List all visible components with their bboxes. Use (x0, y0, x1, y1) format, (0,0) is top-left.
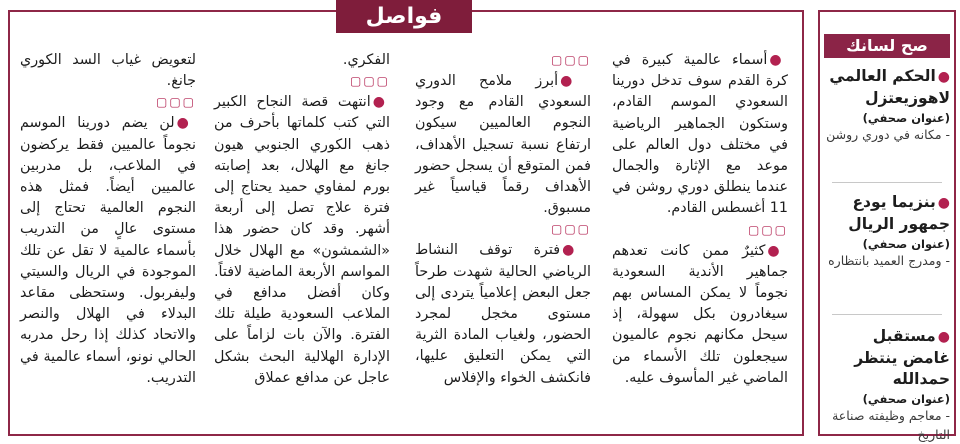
sidebar-source: (عنوان صحفي) (862, 237, 950, 251)
paragraph: ●كثيرٌ ممن كانت تعدهم جماهير الأندية السعودية نجوماً لا يمكن المساس بهم سيغادرون بكل سهولة، إذ سيحل مكانهم نجوم عالميون سيجعلون تلك الأسماء من الماضي غير المأسوف عليه. (612, 242, 788, 386)
paragraph: لتعويض غياب السد الكوري جانغ. (20, 52, 196, 90)
sidebar-item (826, 192, 950, 270)
bullet-icon: ● (560, 73, 592, 89)
paragraph-separator: ▢▢▢ (349, 74, 390, 89)
bullet-icon: ● (372, 94, 391, 111)
sidebar-item (826, 66, 950, 144)
paragraph-separator: ▢▢▢ (550, 222, 591, 237)
sidebar-headline: ●الحكم العالمي لاهوزيعتزل (829, 67, 950, 107)
paragraph: ●أبرز ملامح الدوري السعودي القادم مع وجود النجوم العالميين سيكون ارتفاع نسبة تسجيل الأهداف، فمن المتوقع أن يسجل حضور الأهداف رقماً قياسياً غير مسبوق. (415, 73, 592, 217)
article-column-2 (415, 50, 591, 389)
bullet-icon: ● (176, 115, 196, 132)
bullet-icon: ● (767, 242, 788, 259)
bullet-icon: ● (562, 242, 592, 259)
sidebar-item (826, 326, 950, 444)
bullet-icon: ● (937, 69, 950, 85)
article-column-1 (612, 50, 788, 389)
bullet-icon: ● (937, 195, 950, 211)
sidebar-headline: ●مستقبل غامض ينتظر حمدالله (854, 327, 950, 388)
paragraph: ●فترة توقف النشاط الرياضي الحالية شهدت طرحاً جعل البعض إعلامياً يتردى إلى مستوى مخجل لمجرد الحضور، ولغياب المادة الثرية التي يمكن التعليق عليها، فانكشف الخواء والإفلاس (415, 242, 592, 386)
paragraph-separator: ▢▢▢ (747, 222, 788, 237)
paragraph: الفكري. (342, 52, 390, 68)
paragraph-separator: ▢▢▢ (155, 95, 196, 110)
paragraph: ●انتهت قصة النجاح الكبير التي كتب كلماتها بأحرف من ذهب الكوري الجنوبي هيون جانغ مع الهلال، بعد إصابته بورم لمفاوي حميد يحتاج إلى فترة علاج تصل إلى أربعة أشهر. وقد كان حضور هذا «الشمشون» مع الهلال خلال المواسم الأربعة الماضية لافتاً. وكان أفضل مدافع في الملاعب السعودية طيلة تلك الفترة. والآن بات لزاماً على الإدارة الهلالية البحث بشكل عاجل عن مدافع عملاق (214, 94, 391, 386)
bullet-icon: ● (937, 329, 950, 345)
sidebar-summary: - مكانه في دوري روشن (826, 127, 950, 142)
sidebar-source: (عنوان صحفي) (862, 111, 950, 125)
divider (832, 182, 942, 183)
sidebar-summary: - ومدرج العميد بانتظاره (828, 253, 950, 268)
article-column-3 (214, 50, 390, 389)
article-column-4 (20, 50, 196, 389)
sidebar-summary: - معاجم وظيفته صناعة التاريخ (832, 408, 950, 442)
paragraph: ●لن يضم دورينا الموسم نجوماً عالميين فقط يركضون في الملاعب، بل مدربين عالميين أيضاً. فمثل هذه النجوم العالمية تحتاج إلى مستوى عالٍ من التدريب بأسماء عالمية لا تقل عن تلك الموجودة في الريال والسيتي وليفربول. وستحظى مقاعد البدلاء في الهلال والنصر والاتحاد كذلك إذا رحل مدربه الحالي نونو، أسماء عالمية في التدريب. (20, 115, 196, 386)
sidebar-source: (عنوان صحفي) (862, 392, 950, 406)
section-title: فواصل (336, 0, 472, 33)
sidebar-title: صح لسانك (824, 34, 950, 58)
sidebar-headline: ●بنزيما يودع جمهور الريال (848, 193, 950, 233)
divider (832, 314, 942, 315)
paragraph-separator: ▢▢▢ (550, 53, 591, 67)
paragraph: ●أسماء عالمية كبيرة في كرة القدم سوف تدخل دورينا السعودي الموسم القادم، وستكون الجماهير الرياضية في مختلف دول العالم على موعد مع الإثارة والجمال عندما ينطلق دوري روشن في 11 أغسطس القادم. (612, 52, 789, 217)
bullet-icon: ● (769, 52, 789, 68)
